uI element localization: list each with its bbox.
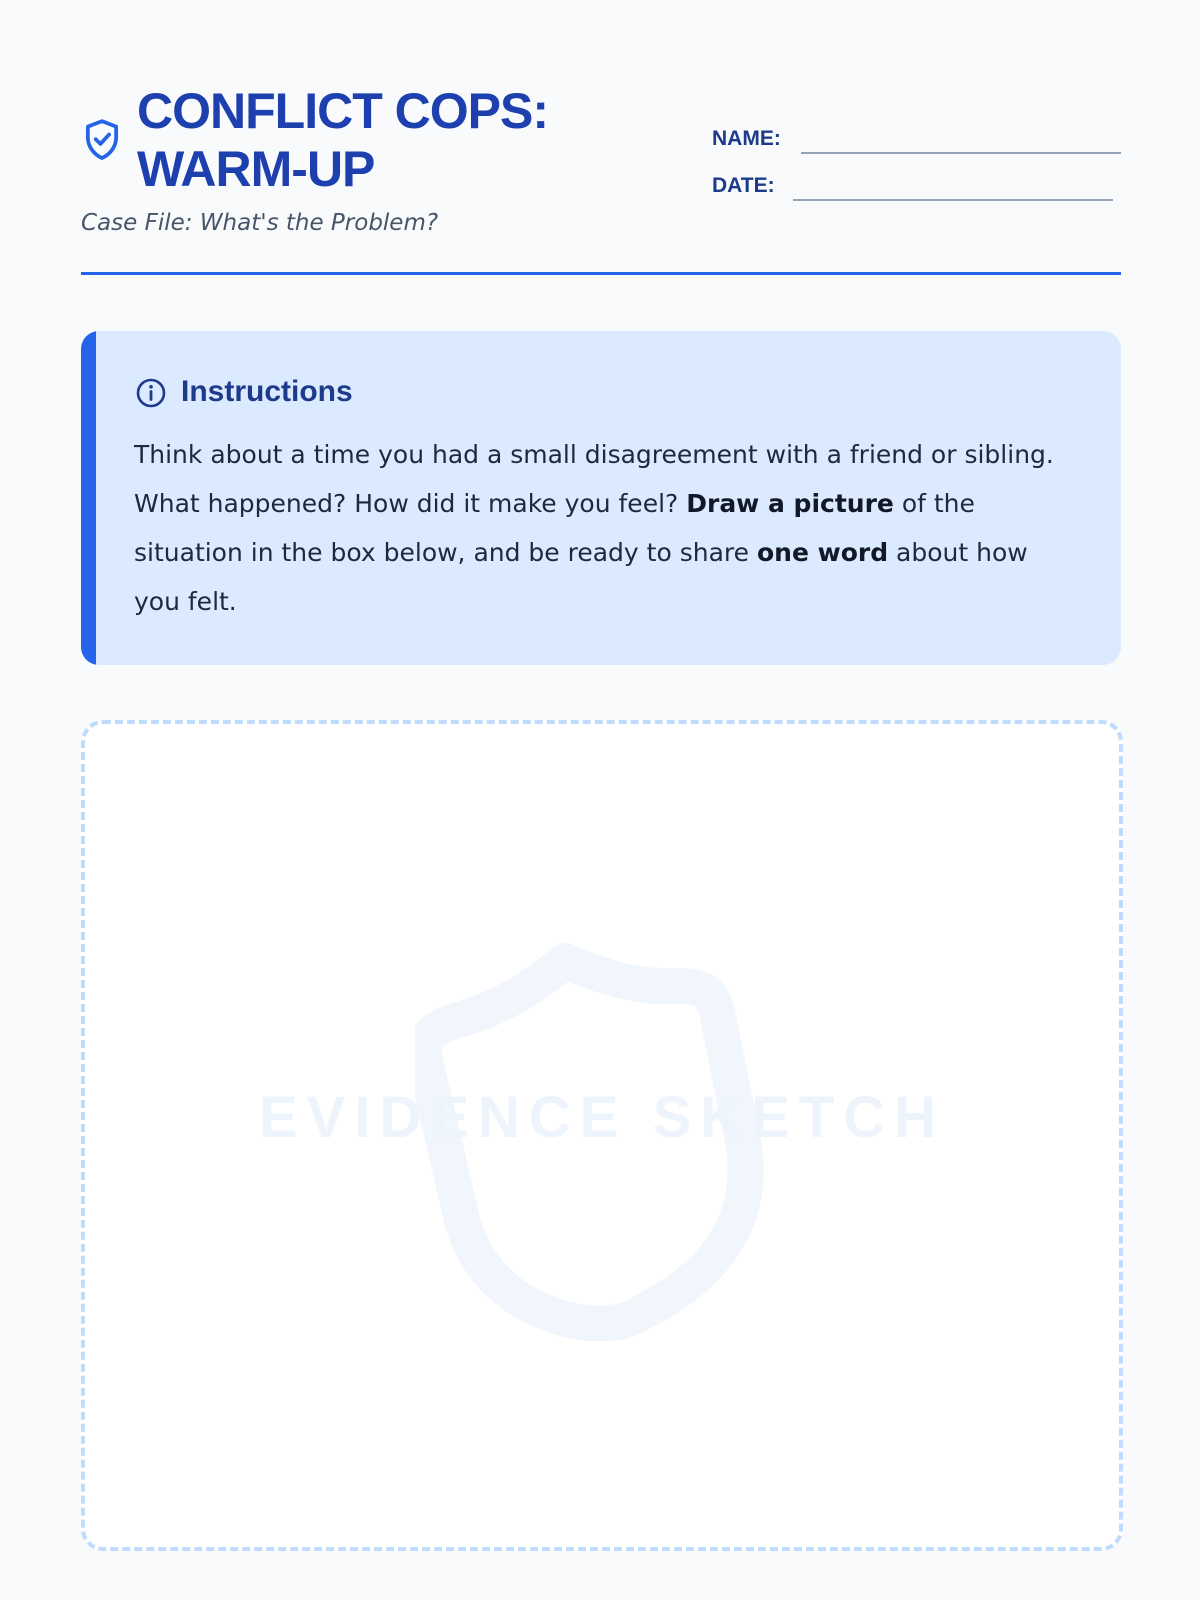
name-label: NAME: xyxy=(712,127,781,150)
page-title: CONFLICT COPS: WARM-UP xyxy=(137,83,548,197)
worksheet-page xyxy=(81,0,1121,1600)
instructions-panel xyxy=(81,331,1121,665)
instructions-accent-bar xyxy=(81,331,96,665)
worksheet-header xyxy=(81,82,1121,242)
date-line[interactable] xyxy=(793,199,1113,201)
instructions-emphasis-draw: Draw a picture xyxy=(686,489,894,518)
instructions-text-part-1: Think about a time you had a small disagreement with a friend or sibling. What happened? How did it make you feel? xyxy=(134,440,1054,518)
page-subtitle: Case File: What's the Problem? xyxy=(81,210,439,236)
sketch-watermark: EVIDENCE SKETCH xyxy=(258,1085,946,1150)
name-line[interactable] xyxy=(801,152,1121,154)
name-field[interactable] xyxy=(712,124,1122,154)
instructions-text-part-3: about how you felt. xyxy=(134,538,1028,616)
shield-check-icon xyxy=(83,118,121,162)
header-divider xyxy=(81,272,1121,275)
instructions-text xyxy=(134,430,1079,626)
drawing-area[interactable] xyxy=(81,720,1123,1551)
date-field[interactable] xyxy=(712,171,1122,201)
date-label: DATE: xyxy=(712,174,775,197)
instructions-heading: Instructions xyxy=(181,375,353,408)
info-circle-icon xyxy=(135,377,167,409)
instructions-text-part-2: of the situation in the box below, and be ready to share xyxy=(134,489,975,567)
instructions-emphasis-word: one word xyxy=(756,538,889,567)
